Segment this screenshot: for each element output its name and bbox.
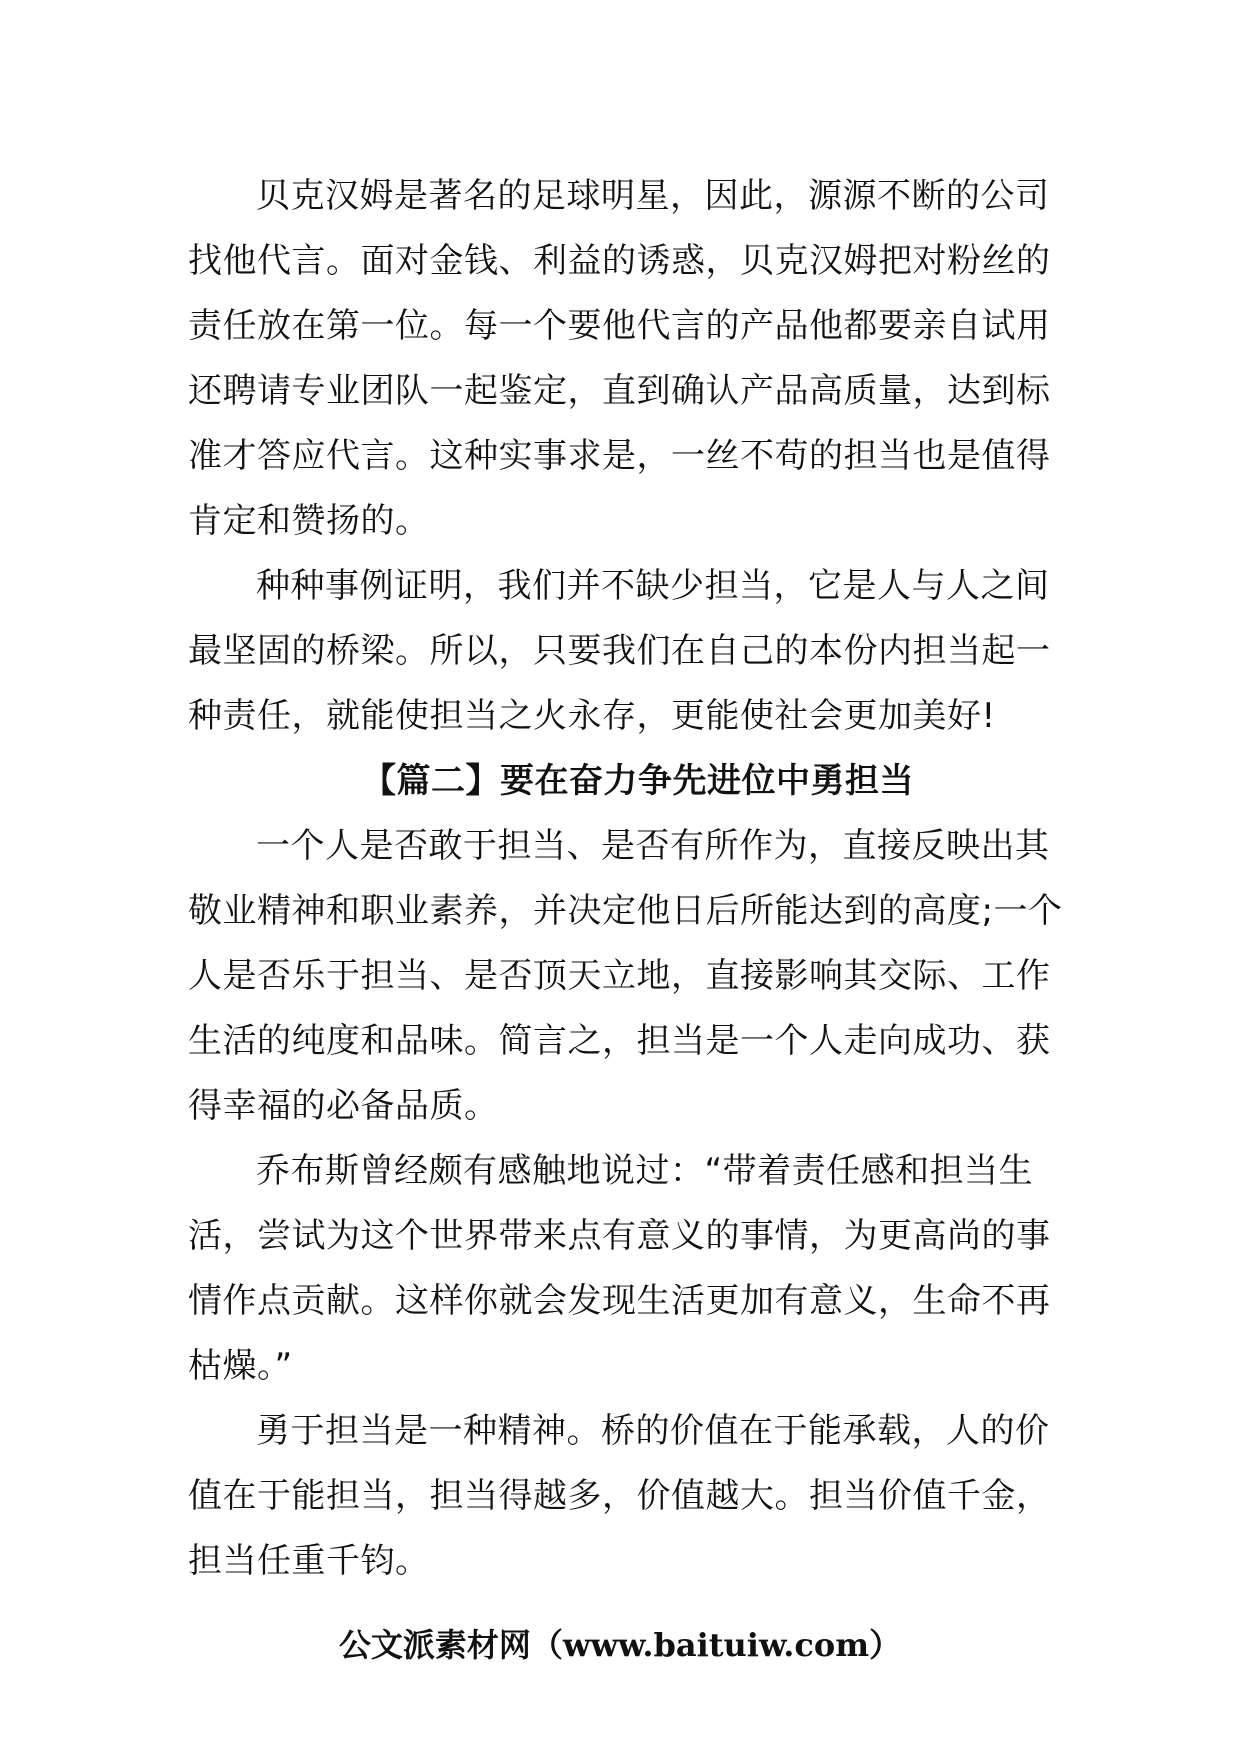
paragraph-line: 贝克汉姆是著名的足球明星，因此，源源不断的公司 [256,176,1050,216]
footer-site-name: 公文派素材网 [338,1626,531,1664]
paragraph-responsibility [188,814,1063,1139]
paragraph-line: 种责任，就能使担当之火永存，更能使社会更加美好! [188,696,996,736]
paragraph-examples [188,554,1058,749]
paragraph-line: 生活的纯度和品味。简言之，担当是一个人走向成功、获 [188,1021,1051,1061]
paragraph-line: 一个人是否敢于担当、是否有所作为，直接反映出其 [256,826,1050,866]
paragraph-line: 找他代言。面对金钱、利益的诱惑，贝克汉姆把对粉丝的 [188,241,1051,281]
footer-url[interactable]: （www.baituiw.com） [530,1626,902,1664]
paragraph-line: 勇于担当是一种精神。桥的价值在于能承载，人的价 [256,1411,1050,1451]
section-heading: 【篇二】要在奋力争先进位中勇担当 [362,761,914,801]
paragraph-line: 敬业精神和职业素养，并决定他日后所能达到的高度;一个 [188,891,1063,931]
paragraph-line: 肯定和赞扬的。 [188,501,430,541]
paragraph-line: 情作点贡献。这样你就会发现生活更加有意义，生命不再 [188,1281,1051,1321]
paragraph-line: 种种事例证明，我们并不缺少担当，它是人与人之间 [256,566,1050,606]
paragraph-line: 责任放在第一位。每一个要他代言的产品他都要亲自试用 [188,306,1051,346]
paragraph-line: 还聘请专业团队一起鉴定，直到确认产品高质量，达到标 [188,371,1051,411]
paragraph-spirit [188,1399,1058,1594]
paragraph-line: 得幸福的必备品质。 [188,1086,499,1126]
paragraph-line: 值在于能担当，担当得越多，价值越大。担当价值千金， [188,1476,1051,1516]
paragraph-line: 乔布斯曾经颇有感触地说过：“带着责任感和担当生 [256,1151,1034,1191]
paragraph-line: 最坚固的桥梁。所以，只要我们在自己的本份内担当起一 [188,631,1051,671]
paragraph-jobs-quote [188,1139,1058,1399]
document-body [188,164,1063,1594]
paragraph-line: 活，尝试为这个世界带来点有意义的事情，为更高尚的事 [188,1216,1051,1256]
paragraph-beckham [188,164,1058,554]
paragraph-line: 准才答应代言。这种实事求是，一丝不苟的担当也是值得 [188,436,1051,476]
paragraph-line: 人是否乐于担当、是否顶天立地，直接影响其交际、工作 [188,956,1051,996]
page-footer [0,1615,1240,1675]
paragraph-line: 担当任重千钧。 [188,1541,430,1581]
paragraph-line: 枯燥。” [188,1346,293,1386]
